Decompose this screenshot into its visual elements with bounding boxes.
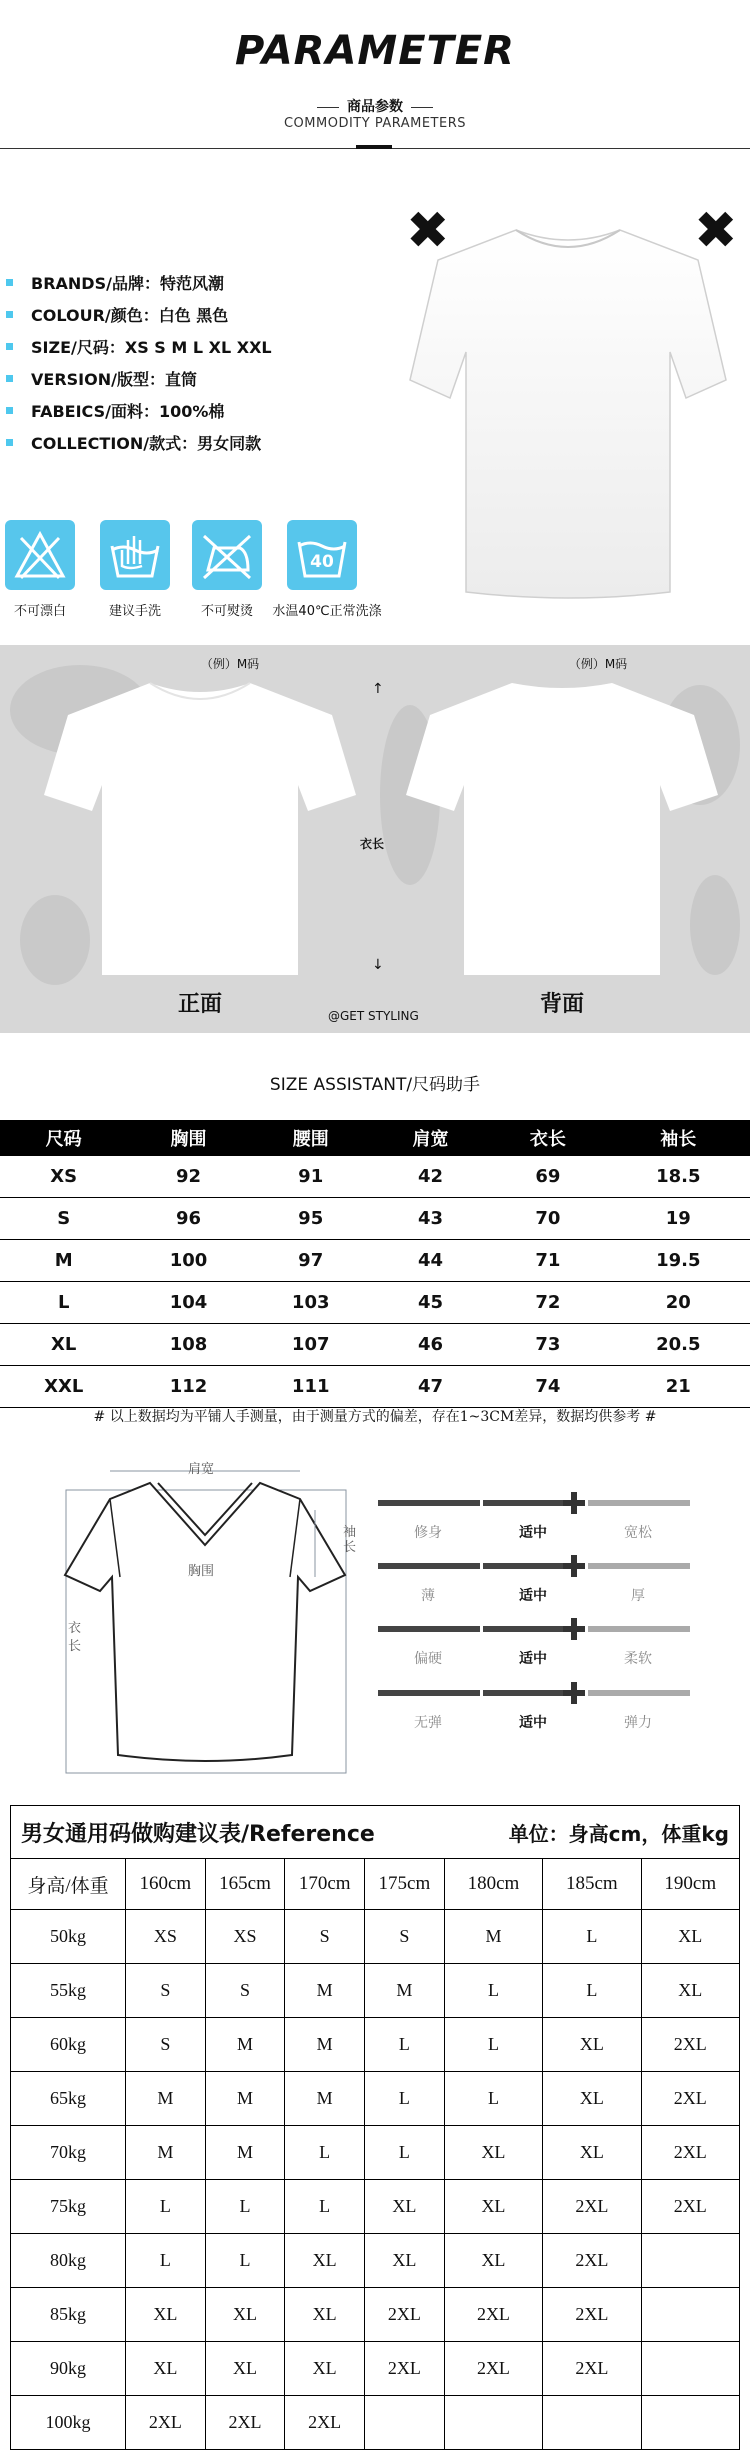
size-table-cell: 92	[127, 1156, 249, 1198]
back-caption: （例）M码	[568, 657, 628, 671]
reference-weight: 85kg	[11, 2288, 126, 2342]
size-table-cell: 42	[372, 1156, 489, 1198]
size-table-cell: 19.5	[607, 1240, 750, 1282]
size-table-cell: 107	[250, 1324, 372, 1366]
care-label-hand-wash: 建议手洗	[108, 604, 161, 619]
size-table-cell: 69	[489, 1156, 606, 1198]
reference-cell: 2XL	[444, 2342, 542, 2396]
reference-cell: XS	[126, 1910, 206, 1964]
size-table-cell: 43	[372, 1198, 489, 1240]
reference-cell: 2XL	[543, 2234, 641, 2288]
size-table-cell: 19	[607, 1198, 750, 1240]
reference-weight: 90kg	[11, 2342, 126, 2396]
fit-label-right: 弹力	[624, 1715, 652, 1731]
front-tshirt	[40, 675, 360, 985]
sleeve-label: 袖长	[343, 1525, 357, 1555]
photo-credit: @GET STYLING	[328, 1009, 419, 1023]
col-sleeve: 袖长	[607, 1120, 750, 1156]
reference-unit: 单位：身高cm，体重kg	[444, 1806, 739, 1859]
size-table-cell: M	[0, 1240, 127, 1282]
size-table-cell: 20.5	[607, 1324, 750, 1366]
reference-cell: 2XL	[543, 2288, 641, 2342]
reference-cell: XL	[285, 2234, 365, 2288]
spec-size: SIZE/尺码：XS S M L XL XXL	[6, 334, 272, 362]
size-table-cell: L	[0, 1282, 127, 1324]
reference-cell	[641, 2342, 739, 2396]
size-table-cell: 104	[127, 1282, 249, 1324]
fit-label-right: 柔软	[624, 1651, 652, 1667]
reference-cell	[543, 2396, 641, 2450]
size-table-row	[0, 1282, 750, 1324]
reference-header	[11, 1806, 740, 1859]
reference-cell: 2XL	[641, 2072, 739, 2126]
header-divider-mark	[356, 145, 392, 149]
reference-cell: XL	[444, 2234, 542, 2288]
reference-cell: M	[205, 2072, 285, 2126]
reference-cell: XL	[365, 2180, 445, 2234]
size-table-cell: 91	[250, 1156, 372, 1198]
reference-height: 180cm	[444, 1859, 542, 1910]
reference-row	[11, 2126, 740, 2180]
tshirt-product-photo	[408, 220, 728, 610]
spec-collection: COLLECTION/款式：男女同款	[6, 430, 261, 458]
measurement-diagram	[60, 1465, 350, 1775]
reference-height: 185cm	[543, 1859, 641, 1910]
reference-cell: 2XL	[205, 2396, 285, 2450]
reference-cell: 2XL	[543, 2342, 641, 2396]
reference-cell: M	[205, 2126, 285, 2180]
reference-cell: L	[126, 2180, 206, 2234]
spec-version: VERSION/版型：直筒	[6, 366, 197, 394]
spec-colour: COLOUR/颜色：白色 黑色	[6, 302, 228, 330]
wash-temp-badge: 40	[310, 552, 334, 572]
reference-cell: S	[285, 1910, 365, 1964]
size-table-cell: XS	[0, 1156, 127, 1198]
size-table-cell: 71	[489, 1240, 606, 1282]
size-table-cell: 96	[127, 1198, 249, 1240]
reference-cell: L	[365, 2072, 445, 2126]
reference-cell: XL	[641, 1910, 739, 1964]
reference-cell: XL	[641, 1964, 739, 2018]
reference-cell: XL	[285, 2342, 365, 2396]
reference-weight: 50kg	[11, 1910, 126, 1964]
care-label-no-bleach: 不可漂白	[13, 604, 66, 619]
reference-height-row	[11, 1859, 740, 1910]
fit-label-mid: 适中	[519, 1525, 547, 1541]
reference-cell: XL	[126, 2288, 206, 2342]
reference-height: 190cm	[641, 1859, 739, 1910]
reference-cell: 2XL	[641, 2126, 739, 2180]
reference-weight: 60kg	[11, 2018, 126, 2072]
reference-cell: L	[444, 2018, 542, 2072]
size-table-cell: 45	[372, 1282, 489, 1324]
reference-row	[11, 2018, 740, 2072]
back-tshirt	[402, 675, 722, 985]
size-table-row	[0, 1366, 750, 1408]
length-arrow-top: ↑	[372, 681, 384, 697]
reference-cell: 2XL	[641, 2018, 739, 2072]
reference-cell: S	[205, 1964, 285, 2018]
shoulder-label: 肩宽	[188, 1462, 215, 1477]
fit-label-left: 薄	[421, 1588, 435, 1604]
fit-label-mid: 适中	[519, 1651, 547, 1667]
cross-left-icon: ✖	[406, 201, 450, 261]
page-title: PARAMETER	[235, 28, 515, 74]
size-table-cell: 20	[607, 1282, 750, 1324]
col-size: 尺码	[0, 1120, 127, 1156]
no-iron-icon	[192, 520, 262, 590]
fit-label-mid: 适中	[519, 1588, 547, 1604]
reference-cell	[444, 2396, 542, 2450]
size-table-cell: 111	[250, 1366, 372, 1408]
reference-cell: XL	[543, 2072, 641, 2126]
fit-label-left: 偏硬	[414, 1651, 442, 1667]
reference-cell: M	[365, 1964, 445, 2018]
cross-right-icon: ✖	[694, 201, 738, 261]
col-shoulder: 肩宽	[372, 1120, 489, 1156]
size-table-cell: 97	[250, 1240, 372, 1282]
fit-label-right: 厚	[631, 1588, 645, 1604]
reference-table-container	[10, 1805, 740, 2450]
length-label: 衣长	[360, 837, 385, 851]
reference-cell: L	[365, 2126, 445, 2180]
size-table-cell: 18.5	[607, 1156, 750, 1198]
fit-label-left: 修身	[414, 1525, 442, 1541]
reference-cell	[641, 2234, 739, 2288]
measurement-note: # 以上数据均为平铺人手测量，由于测量方式的偏差，存在1~3CM差异，数据均供参考 #	[93, 1409, 657, 1425]
back-label: 背面	[540, 992, 585, 1017]
reference-weight: 100kg	[11, 2396, 126, 2450]
size-table-row	[0, 1156, 750, 1198]
care-label-no-iron: 不可熨烫	[200, 604, 253, 619]
reference-cell: XL	[205, 2342, 285, 2396]
reference-row	[11, 2234, 740, 2288]
reference-weight: 55kg	[11, 1964, 126, 2018]
reference-cell: XL	[285, 2288, 365, 2342]
reference-height: 175cm	[365, 1859, 445, 1910]
reference-height: 160cm	[126, 1859, 206, 1910]
reference-cell: XL	[205, 2288, 285, 2342]
reference-cell: XL	[444, 2180, 542, 2234]
reference-row	[11, 1964, 740, 2018]
reference-cell	[641, 2396, 739, 2450]
size-table-cell: 47	[372, 1366, 489, 1408]
reference-cell: L	[365, 2018, 445, 2072]
reference-row	[11, 2288, 740, 2342]
reference-height: 170cm	[285, 1859, 365, 1910]
reference-cell: L	[285, 2126, 365, 2180]
reference-cell: L	[205, 2234, 285, 2288]
reference-cell: 2XL	[365, 2288, 445, 2342]
size-table-cell: 100	[127, 1240, 249, 1282]
reference-cell: L	[543, 1964, 641, 2018]
reference-height: 165cm	[205, 1859, 285, 1910]
reference-cell: M	[285, 2018, 365, 2072]
reference-cell: M	[126, 2126, 206, 2180]
reference-cell: L	[444, 1964, 542, 2018]
size-assistant-title: SIZE ASSISTANT/尺码助手	[269, 1075, 481, 1095]
size-table-cell: 44	[372, 1240, 489, 1282]
size-table-cell: 95	[250, 1198, 372, 1240]
reference-row	[11, 1910, 740, 1964]
reference-row	[11, 2180, 740, 2234]
size-table-cell: S	[0, 1198, 127, 1240]
col-chest: 胸围	[127, 1120, 249, 1156]
reference-cell: S	[126, 2018, 206, 2072]
size-table-row	[0, 1240, 750, 1282]
reference-cell	[641, 2288, 739, 2342]
reference-cell: L	[444, 2072, 542, 2126]
reference-title: 男女通用码做购建议表/Reference	[11, 1806, 445, 1859]
reference-cell: 2XL	[641, 2180, 739, 2234]
reference-cell: M	[285, 2072, 365, 2126]
size-table-cell: XL	[0, 1324, 127, 1366]
size-table-header	[0, 1120, 750, 1156]
size-table-cell: 70	[489, 1198, 606, 1240]
reference-cell: 2XL	[365, 2342, 445, 2396]
reference-cell: L	[205, 2180, 285, 2234]
reference-cell: XL	[444, 2126, 542, 2180]
reference-cell: L	[543, 1910, 641, 1964]
size-table-cell: 112	[127, 1366, 249, 1408]
reference-weight: 70kg	[11, 2126, 126, 2180]
size-table-row	[0, 1324, 750, 1366]
subtitle-en: COMMODITY PARAMETERS	[283, 116, 466, 131]
subtitle-cn: 商品参数	[0, 96, 750, 116]
chest-label: 胸围	[188, 1564, 215, 1579]
reference-cell: XL	[543, 2018, 641, 2072]
reference-cell: XL	[126, 2342, 206, 2396]
reference-weight: 75kg	[11, 2180, 126, 2234]
col-waist: 腰围	[250, 1120, 372, 1156]
size-table-cell: 74	[489, 1366, 606, 1408]
size-table-cell: 73	[489, 1324, 606, 1366]
col-length: 衣长	[489, 1120, 606, 1156]
size-table-cell: XXL	[0, 1366, 127, 1408]
front-label: 正面	[178, 992, 223, 1017]
model-photo-band	[0, 645, 750, 1033]
length-arrow-bottom: ↓	[372, 957, 384, 973]
size-table-cell: 46	[372, 1324, 489, 1366]
reference-cell: 2XL	[444, 2288, 542, 2342]
reference-cell: S	[126, 1964, 206, 2018]
front-caption: （例）M码	[200, 657, 260, 671]
reference-cell: XL	[365, 2234, 445, 2288]
reference-cell: M	[444, 1910, 542, 1964]
reference-corner: 身高/体重	[11, 1859, 126, 1910]
reference-cell: XL	[543, 2126, 641, 2180]
reference-weight: 80kg	[11, 2234, 126, 2288]
reference-cell: L	[126, 2234, 206, 2288]
reference-row	[11, 2396, 740, 2450]
reference-row	[11, 2342, 740, 2396]
no-bleach-icon	[5, 520, 75, 590]
length-measure-label: 衣长	[68, 1621, 82, 1654]
size-table	[0, 1120, 750, 1408]
reference-cell: 2XL	[126, 2396, 206, 2450]
reference-cell: XS	[205, 1910, 285, 1964]
size-table-row	[0, 1198, 750, 1240]
fit-label-right: 宽松	[624, 1525, 652, 1541]
reference-cell: L	[285, 2180, 365, 2234]
reference-cell: M	[285, 1964, 365, 2018]
reference-cell: S	[365, 1910, 445, 1964]
reference-weight: 65kg	[11, 2072, 126, 2126]
reference-row	[11, 2072, 740, 2126]
spec-brand: BRANDS/品牌：特范风潮	[6, 270, 224, 298]
reference-cell: M	[126, 2072, 206, 2126]
size-table-cell: 108	[127, 1324, 249, 1366]
size-table-cell: 72	[489, 1282, 606, 1324]
reference-cell: 2XL	[543, 2180, 641, 2234]
spec-fabric: FABEICS/面料：100%棉	[6, 398, 224, 426]
wash-40-icon	[287, 520, 357, 590]
reference-cell: 2XL	[285, 2396, 365, 2450]
reference-cell: M	[205, 2018, 285, 2072]
size-table-cell: 21	[607, 1366, 750, 1408]
fit-label-mid: 适中	[519, 1715, 547, 1731]
reference-table	[10, 1805, 740, 2450]
fit-label-left: 无弹	[414, 1715, 442, 1731]
care-label-wash-40: 水温40℃正常洗涤	[272, 604, 382, 619]
reference-cell	[365, 2396, 445, 2450]
hand-wash-icon	[100, 520, 170, 590]
size-table-cell: 103	[250, 1282, 372, 1324]
